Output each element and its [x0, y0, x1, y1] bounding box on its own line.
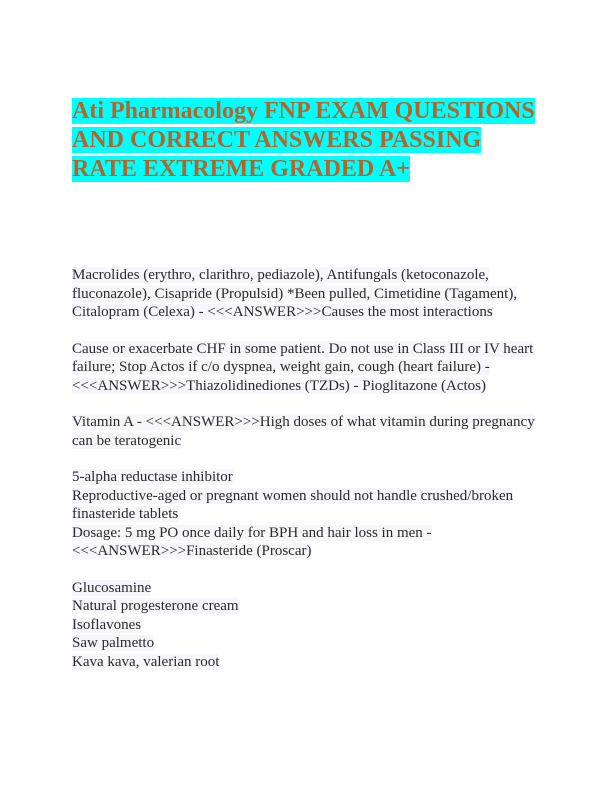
qa-paragraph-text: Macrolides (erythro, clarithro, pediazole), Antifungals (ketoconazole, fluconazole), Cisapride (Propulsid) *Been pulled, Cimetidine (Tagament), Citalopram (Celexa) - <<<ANSWER>>>Causes the most interactions [72, 267, 518, 320]
qa-paragraph-text: Vitamin A - <<<ANSWER>>>High doses of what vitamin during pregnancy can be teratogenic [72, 414, 535, 449]
document-title [72, 97, 542, 184]
qa-paragraph-3 [72, 413, 542, 450]
qa-paragraph-4 [72, 468, 542, 561]
document-body [72, 266, 542, 671]
qa-paragraph-text: Glucosamine Natural progesterone cream Isoflavones Saw palmetto Kava kava, valerian root [72, 579, 239, 670]
document-page [72, 97, 542, 689]
document-title-text: Ati Pharmacology FNP EXAM QUESTIONS AND CORRECT ANSWERS PASSING RATE EXTREME GRADED A+ [72, 98, 535, 182]
qa-paragraph-5 [72, 579, 542, 672]
qa-paragraph-1 [72, 266, 542, 322]
qa-paragraph-text: 5-alpha reductase inhibitor Reproductive-aged or pregnant women should not handle crushed/broken finasteride tablets Dosage: 5 mg PO once daily for BPH and hair loss in men - <<<ANSWER>>>Finasteride (Proscar) [72, 469, 514, 559]
qa-paragraph-2 [72, 340, 542, 396]
qa-paragraph-text: Cause or exacerbate CHF in some patient. Do not use in Class III or IV heart failure; Stop Actos if c/o dyspnea, weight gain, cough (heart failure) - <<<ANSWER>>>Thiazolidinediones (TZDs) - Pioglitazone (Actos) [72, 340, 534, 394]
